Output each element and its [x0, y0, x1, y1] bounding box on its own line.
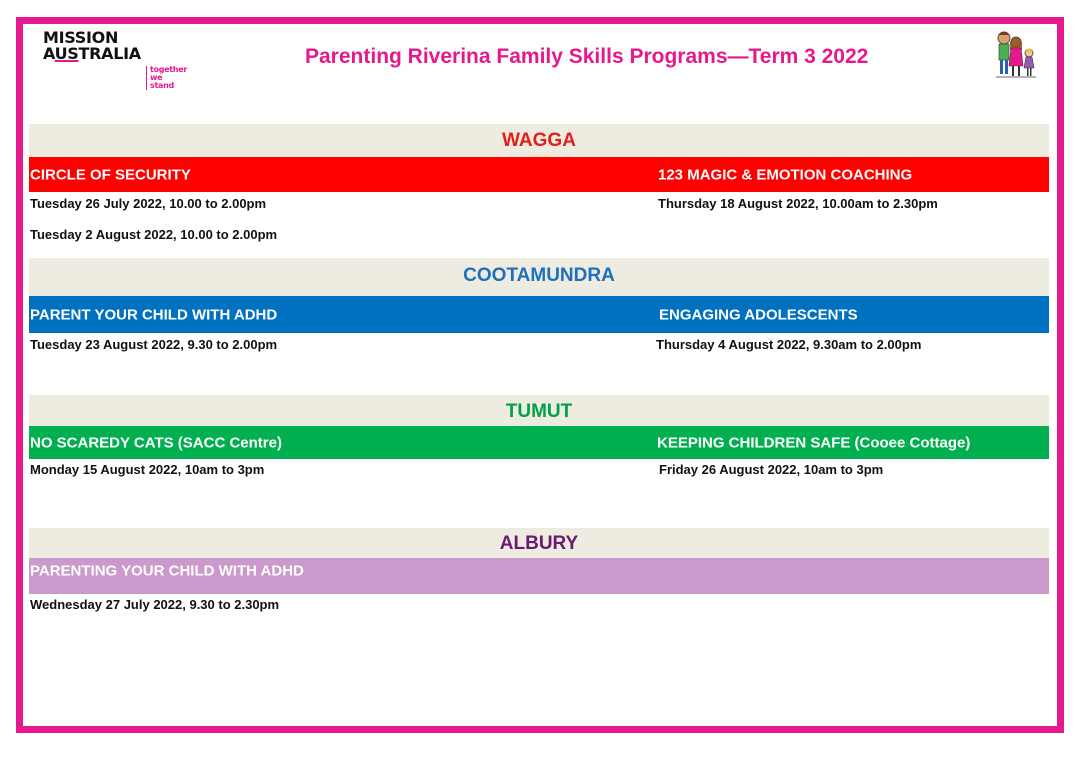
- date-text: Thursday 18 August 2022, 10.00am to 2.30pm: [658, 196, 938, 211]
- date-text: Tuesday 2 August 2022, 10.00 to 2.00pm: [30, 227, 278, 242]
- program-bar-wagga: [29, 157, 1049, 192]
- date-text: Tuesday 26 July 2022, 10.00 to 2.00pm: [30, 196, 267, 211]
- section-header-cootamundra: COOTAMUNDRA: [29, 258, 1049, 296]
- page-title: Parenting Riverina Family Skills Programs—Term 3 2022: [305, 45, 869, 68]
- program-title-parenting-your-child-adhd: PARENTING YOUR CHILD WITH ADHD: [30, 562, 304, 580]
- date-text: Thursday 4 August 2022, 9.30am to 2.00pm: [656, 337, 922, 352]
- section-header-tumut: TUMUT: [29, 395, 1049, 426]
- program-title-123-magic: 123 MAGIC & EMOTION COACHING: [658, 166, 913, 183]
- date-text: Tuesday 23 August 2022, 9.30 to 2.00pm: [30, 337, 278, 352]
- family-figures-icon: [994, 28, 1038, 82]
- logo-tagline: together we stand: [146, 66, 187, 90]
- logo-line2: AUSTRALIA together we stand: [43, 44, 187, 90]
- program-title-no-scaredy-cats: NO SCAREDY CATS (SACC Centre): [30, 434, 282, 451]
- program-bar-albury: [29, 558, 1049, 594]
- program-title-circle-of-security: CIRCLE OF SECURITY: [30, 166, 191, 183]
- mission-australia-logo: [43, 28, 187, 90]
- section-header-wagga: WAGGA: [29, 124, 1049, 157]
- program-title-keeping-children-safe: KEEPING CHILDREN SAFE (Cooee Cottage): [657, 434, 971, 451]
- program-bar-cootamundra: [29, 296, 1049, 333]
- program-title-engaging-adolescents: ENGAGING ADOLESCENTS: [659, 306, 858, 323]
- date-text: Monday 15 August 2022, 10am to 3pm: [30, 462, 265, 477]
- date-text: Friday 26 August 2022, 10am to 3pm: [659, 462, 884, 477]
- program-bar-tumut: [29, 426, 1049, 459]
- section-header-albury: ALBURY: [29, 528, 1049, 558]
- program-title-parent-your-child-adhd: PARENT YOUR CHILD WITH ADHD: [30, 306, 278, 323]
- logo-line1: MISSION: [43, 28, 119, 47]
- date-text: Wednesday 27 July 2022, 9.30 to 2.30pm: [30, 597, 280, 612]
